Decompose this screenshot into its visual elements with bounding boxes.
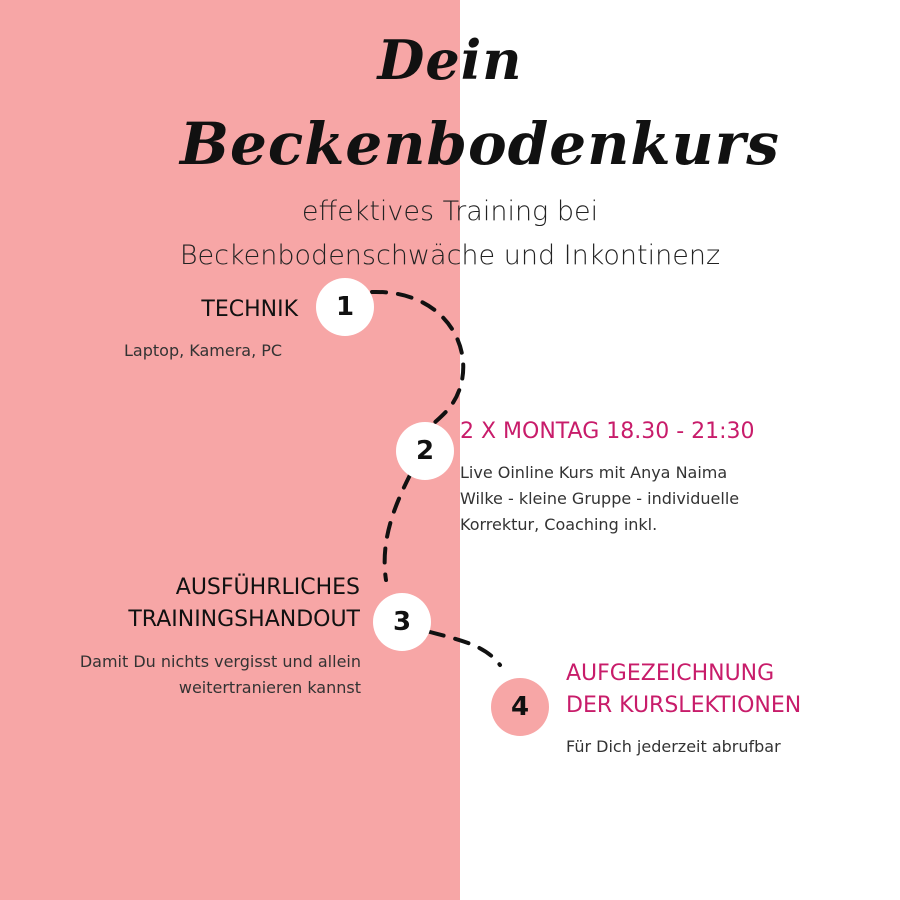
- step-2-number-circle: [396, 422, 454, 480]
- title-line-2: Beckenbodenkurs: [180, 110, 780, 178]
- step-3-heading: [40, 572, 360, 636]
- step-3-heading-line: TRAININGSHANDOUT: [128, 607, 360, 632]
- step-1-description: [124, 338, 424, 364]
- step-2-heading: [460, 416, 860, 448]
- step-1-number-circle: [316, 278, 374, 336]
- step-2-description-line: Wilke - kleine Gruppe - individuelle: [460, 489, 740, 508]
- step-3-heading-line: AUSFÜHRLICHES: [175, 575, 360, 600]
- step-3-number-circle: [373, 593, 431, 651]
- step-3-description-line: weitertranieren kannst: [178, 678, 361, 697]
- step-4-heading: [566, 658, 886, 722]
- step-4-heading-line: AUFGEZEICHNUNG: [566, 661, 775, 686]
- step-2-number: 2: [415, 436, 435, 466]
- step-3-description: [30, 649, 361, 701]
- step-2-description: [460, 460, 880, 538]
- step-2-heading-line: 2 X MONTAG 18.30 - 21:30: [460, 419, 755, 444]
- step-3-number: 3: [392, 607, 412, 637]
- step-4-number: 4: [510, 692, 530, 722]
- step-1-number: 1: [335, 292, 355, 322]
- step-4-heading-line: DER KURSLEKTIONEN: [566, 693, 802, 718]
- subtitle-line-1: effektives Training bei: [301, 196, 599, 227]
- step-4-description-line: Für Dich jederzeit abrufbar: [566, 737, 781, 756]
- subtitle-line-2: Beckenbodenschwäche und Inkontinenz: [179, 240, 721, 271]
- title-line-1: Dein: [377, 28, 523, 92]
- step-4-description: [566, 734, 886, 760]
- step-3-description-line: Damit Du nichts vergisst und allein: [79, 652, 361, 671]
- step-1-heading: [100, 294, 298, 326]
- step-1-description-line: Laptop, Kamera, PC: [124, 341, 283, 360]
- step-2-description-line: Korrektur, Coaching inkl.: [460, 515, 658, 534]
- step-4-number-circle: [491, 678, 549, 736]
- step-2-description-line: Live Oinline Kurs mit Anya Naima: [460, 463, 728, 482]
- step-1-heading-line: TECHNIK: [201, 297, 298, 322]
